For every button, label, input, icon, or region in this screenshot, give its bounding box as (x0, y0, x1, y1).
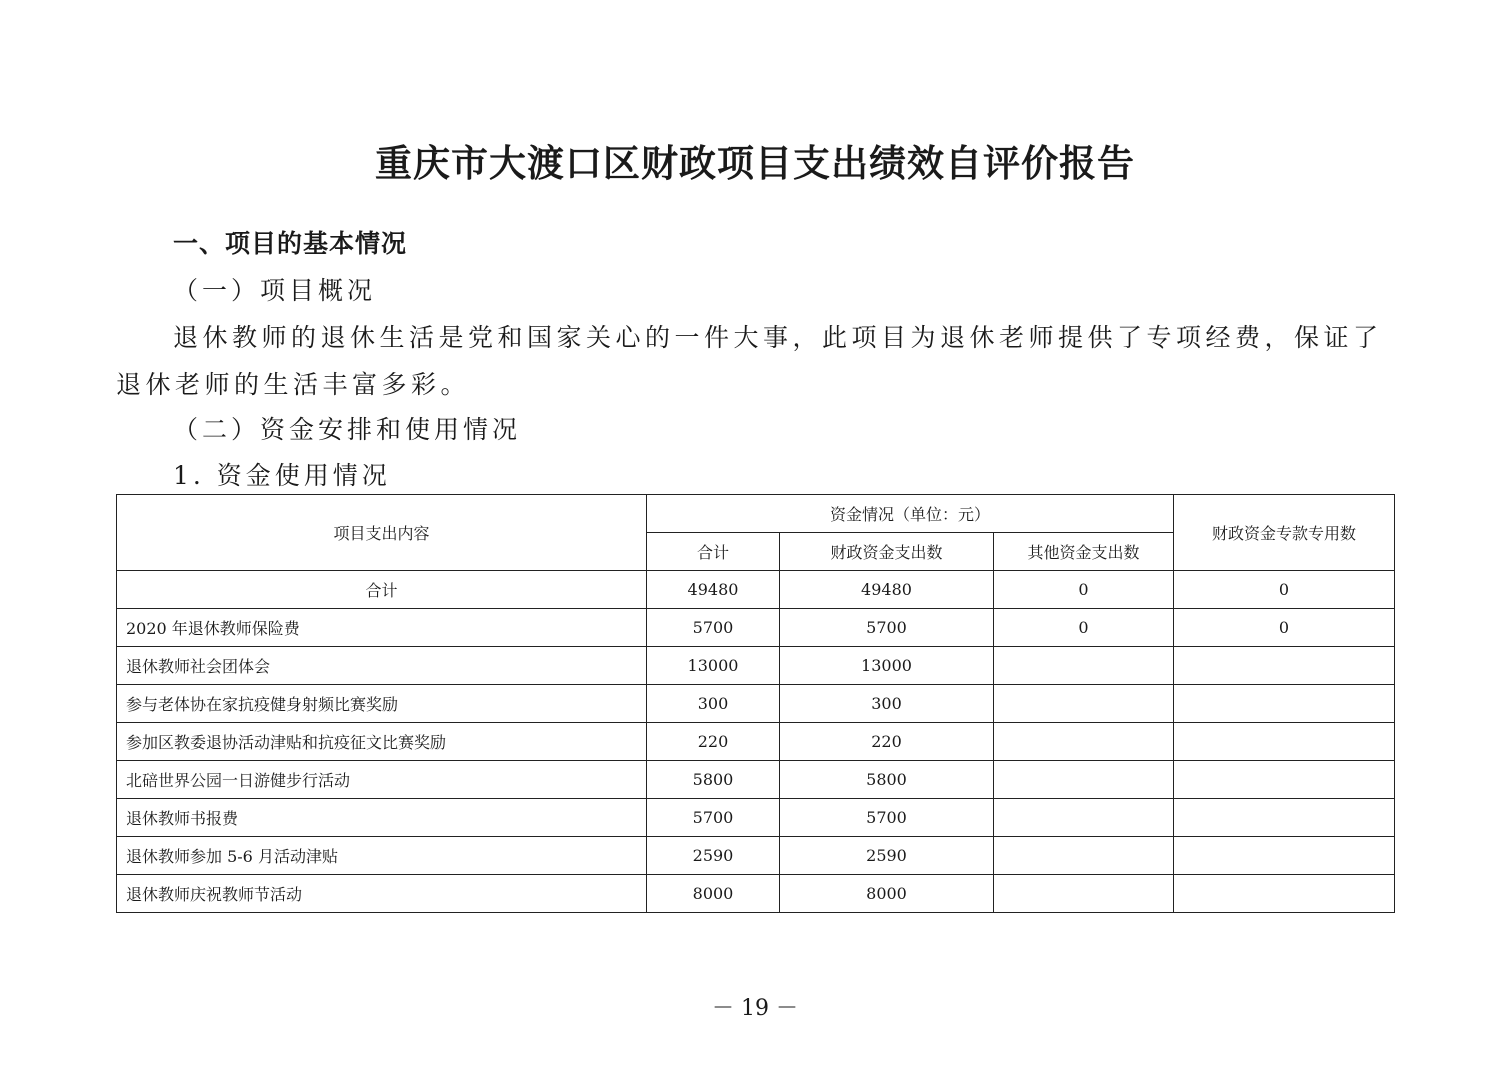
cell-name: 2020 年退休教师保险费 (117, 609, 647, 647)
table-row (117, 799, 1395, 837)
header-item: 项目支出内容 (117, 495, 647, 571)
cell-total: 49480 (647, 571, 780, 609)
table-row (117, 609, 1395, 647)
fund-usage-table (116, 494, 1395, 913)
cell-total: 300 (647, 685, 780, 723)
cell-name: 退休教师参加 5-6 月活动津贴 (117, 837, 647, 875)
cell-total: 220 (647, 723, 780, 761)
header-funds-group: 资金情况（单位：元） (647, 495, 1174, 533)
cell-other: 0 (994, 571, 1174, 609)
table-row (117, 685, 1395, 723)
cell-fiscal: 300 (780, 685, 994, 723)
subsection-heading-overview: （一）项目概况 (173, 276, 377, 305)
cell-total: 5700 (647, 609, 780, 647)
cell-name: 退休教师书报费 (117, 799, 647, 837)
cell-total: 5800 (647, 761, 780, 799)
header-other: 其他资金支出数 (994, 533, 1174, 571)
cell-special (1174, 799, 1395, 837)
report-title: 重庆市大渡口区财政项目支出绩效自评价报告 (375, 142, 1135, 185)
cell-special (1174, 837, 1395, 875)
cell-total: 2590 (647, 837, 780, 875)
cell-fiscal: 220 (780, 723, 994, 761)
cell-total: 5700 (647, 799, 780, 837)
cell-name: 参加区教委退协活动津贴和抗疫征文比赛奖励 (117, 723, 647, 761)
cell-fiscal: 49480 (780, 571, 994, 609)
cell-special (1174, 875, 1395, 913)
cell-other (994, 723, 1174, 761)
cell-name: 退休教师社会团体会 (117, 647, 647, 685)
cell-special (1174, 761, 1395, 799)
table-row (117, 837, 1395, 875)
section-heading-basic-info: 一、项目的基本情况 (173, 229, 408, 258)
page-number: － 19 － (712, 996, 798, 1021)
subsection-heading-funding: （二）资金安排和使用情况 (173, 415, 522, 444)
table-row (117, 761, 1395, 799)
cell-special: 0 (1174, 609, 1395, 647)
table-header-row (117, 495, 1395, 533)
cell-name: 北碚世界公园一日游健步行活动 (117, 761, 647, 799)
cell-other (994, 761, 1174, 799)
cell-other: 0 (994, 609, 1174, 647)
table-row (117, 571, 1395, 609)
cell-fiscal: 5700 (780, 609, 994, 647)
cell-total: 8000 (647, 875, 780, 913)
cell-fiscal: 5800 (780, 761, 994, 799)
cell-fiscal: 2590 (780, 837, 994, 875)
cell-total: 13000 (647, 647, 780, 685)
table-row (117, 875, 1395, 913)
cell-other (994, 837, 1174, 875)
table-row (117, 647, 1395, 685)
cell-fiscal: 5700 (780, 799, 994, 837)
cell-name: 合计 (117, 571, 647, 609)
cell-other (994, 799, 1174, 837)
cell-special: 0 (1174, 571, 1395, 609)
overview-paragraph: 退休教师的退休生活是党和国家关心的一件大事，此项目为退休老师提供了专项经费，保证了退休老师的生活丰富多彩。 (116, 323, 1383, 399)
cell-other (994, 647, 1174, 685)
header-total: 合计 (647, 533, 780, 571)
cell-other (994, 875, 1174, 913)
cell-fiscal: 8000 (780, 875, 994, 913)
table-row (117, 723, 1395, 761)
cell-name: 参与老体协在家抗疫健身射频比赛奖励 (117, 685, 647, 723)
cell-other (994, 685, 1174, 723)
cell-fiscal: 13000 (780, 647, 994, 685)
cell-special (1174, 723, 1395, 761)
header-special: 财政资金专款专用数 (1174, 495, 1395, 571)
subsection-heading-fund-usage: 1. 资金使用情况 (173, 461, 391, 490)
cell-name: 退休教师庆祝教师节活动 (117, 875, 647, 913)
header-fiscal: 财政资金支出数 (780, 533, 994, 571)
cell-special (1174, 647, 1395, 685)
cell-special (1174, 685, 1395, 723)
